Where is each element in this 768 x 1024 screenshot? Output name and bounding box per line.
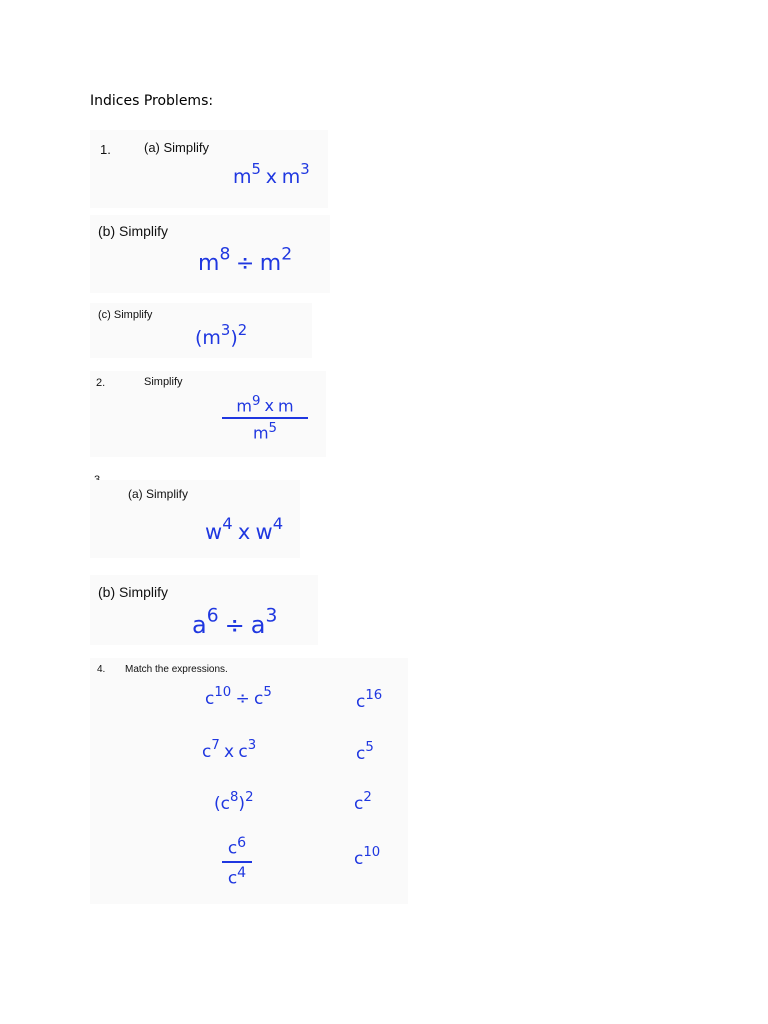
match-left-fraction xyxy=(222,836,252,887)
fraction-denominator: $c^4$ xyxy=(227,864,247,889)
question-label: (a) Simplify xyxy=(144,140,210,155)
fraction-bar xyxy=(222,417,308,419)
expression: $m^8 \div m^2$ xyxy=(198,244,293,276)
question-1b-block xyxy=(90,215,330,293)
match-right-expression: $c^{10}$ xyxy=(354,844,381,869)
fraction-bar xyxy=(222,861,252,863)
question-label: (b) Simplify xyxy=(98,223,169,239)
fraction-numerator: $c^6$ xyxy=(227,835,247,859)
question-label: Match the expressions. xyxy=(125,664,228,675)
question-number: 4. xyxy=(97,664,106,675)
question-label: (b) Simplify xyxy=(98,584,169,600)
fraction-numerator: $m^9$ x m xyxy=(236,394,294,416)
match-left-expression: $c^7$ x $c^3$ xyxy=(202,737,257,762)
expression: $(m^3)^2$ xyxy=(195,321,248,349)
expression: $a^6 \div a^3$ xyxy=(192,605,278,639)
fraction-denominator: $m^5$ xyxy=(252,421,278,443)
fraction-expression xyxy=(222,395,308,442)
question-1a-block xyxy=(90,130,328,208)
question-number: 1. xyxy=(100,142,111,157)
page-title: Indices Problems: xyxy=(90,93,214,109)
match-right-expression: $c^{16}$ xyxy=(356,687,383,712)
question-label: Simplify xyxy=(144,376,183,388)
expression: $w^4$ x $w^4$ xyxy=(205,513,284,544)
match-right-expression: $c^2$ xyxy=(354,789,372,814)
question-1c-block xyxy=(90,303,312,358)
expression: $m^5$ x $m^3$ xyxy=(233,160,310,188)
question-label: (a) Simplify xyxy=(128,487,189,501)
match-left-expression: $c^{10} \div c^5$ xyxy=(205,684,272,709)
question-label: (c) Simplify xyxy=(98,309,153,321)
match-right-expression: $c^5$ xyxy=(356,739,374,764)
question-3a-block xyxy=(90,480,300,558)
question-2-block xyxy=(90,371,326,457)
question-3b-block xyxy=(90,575,318,645)
question-number: 2. xyxy=(96,377,106,389)
match-left-expression: $(c^8)^2$ xyxy=(214,789,254,814)
question-4-block xyxy=(90,658,408,904)
